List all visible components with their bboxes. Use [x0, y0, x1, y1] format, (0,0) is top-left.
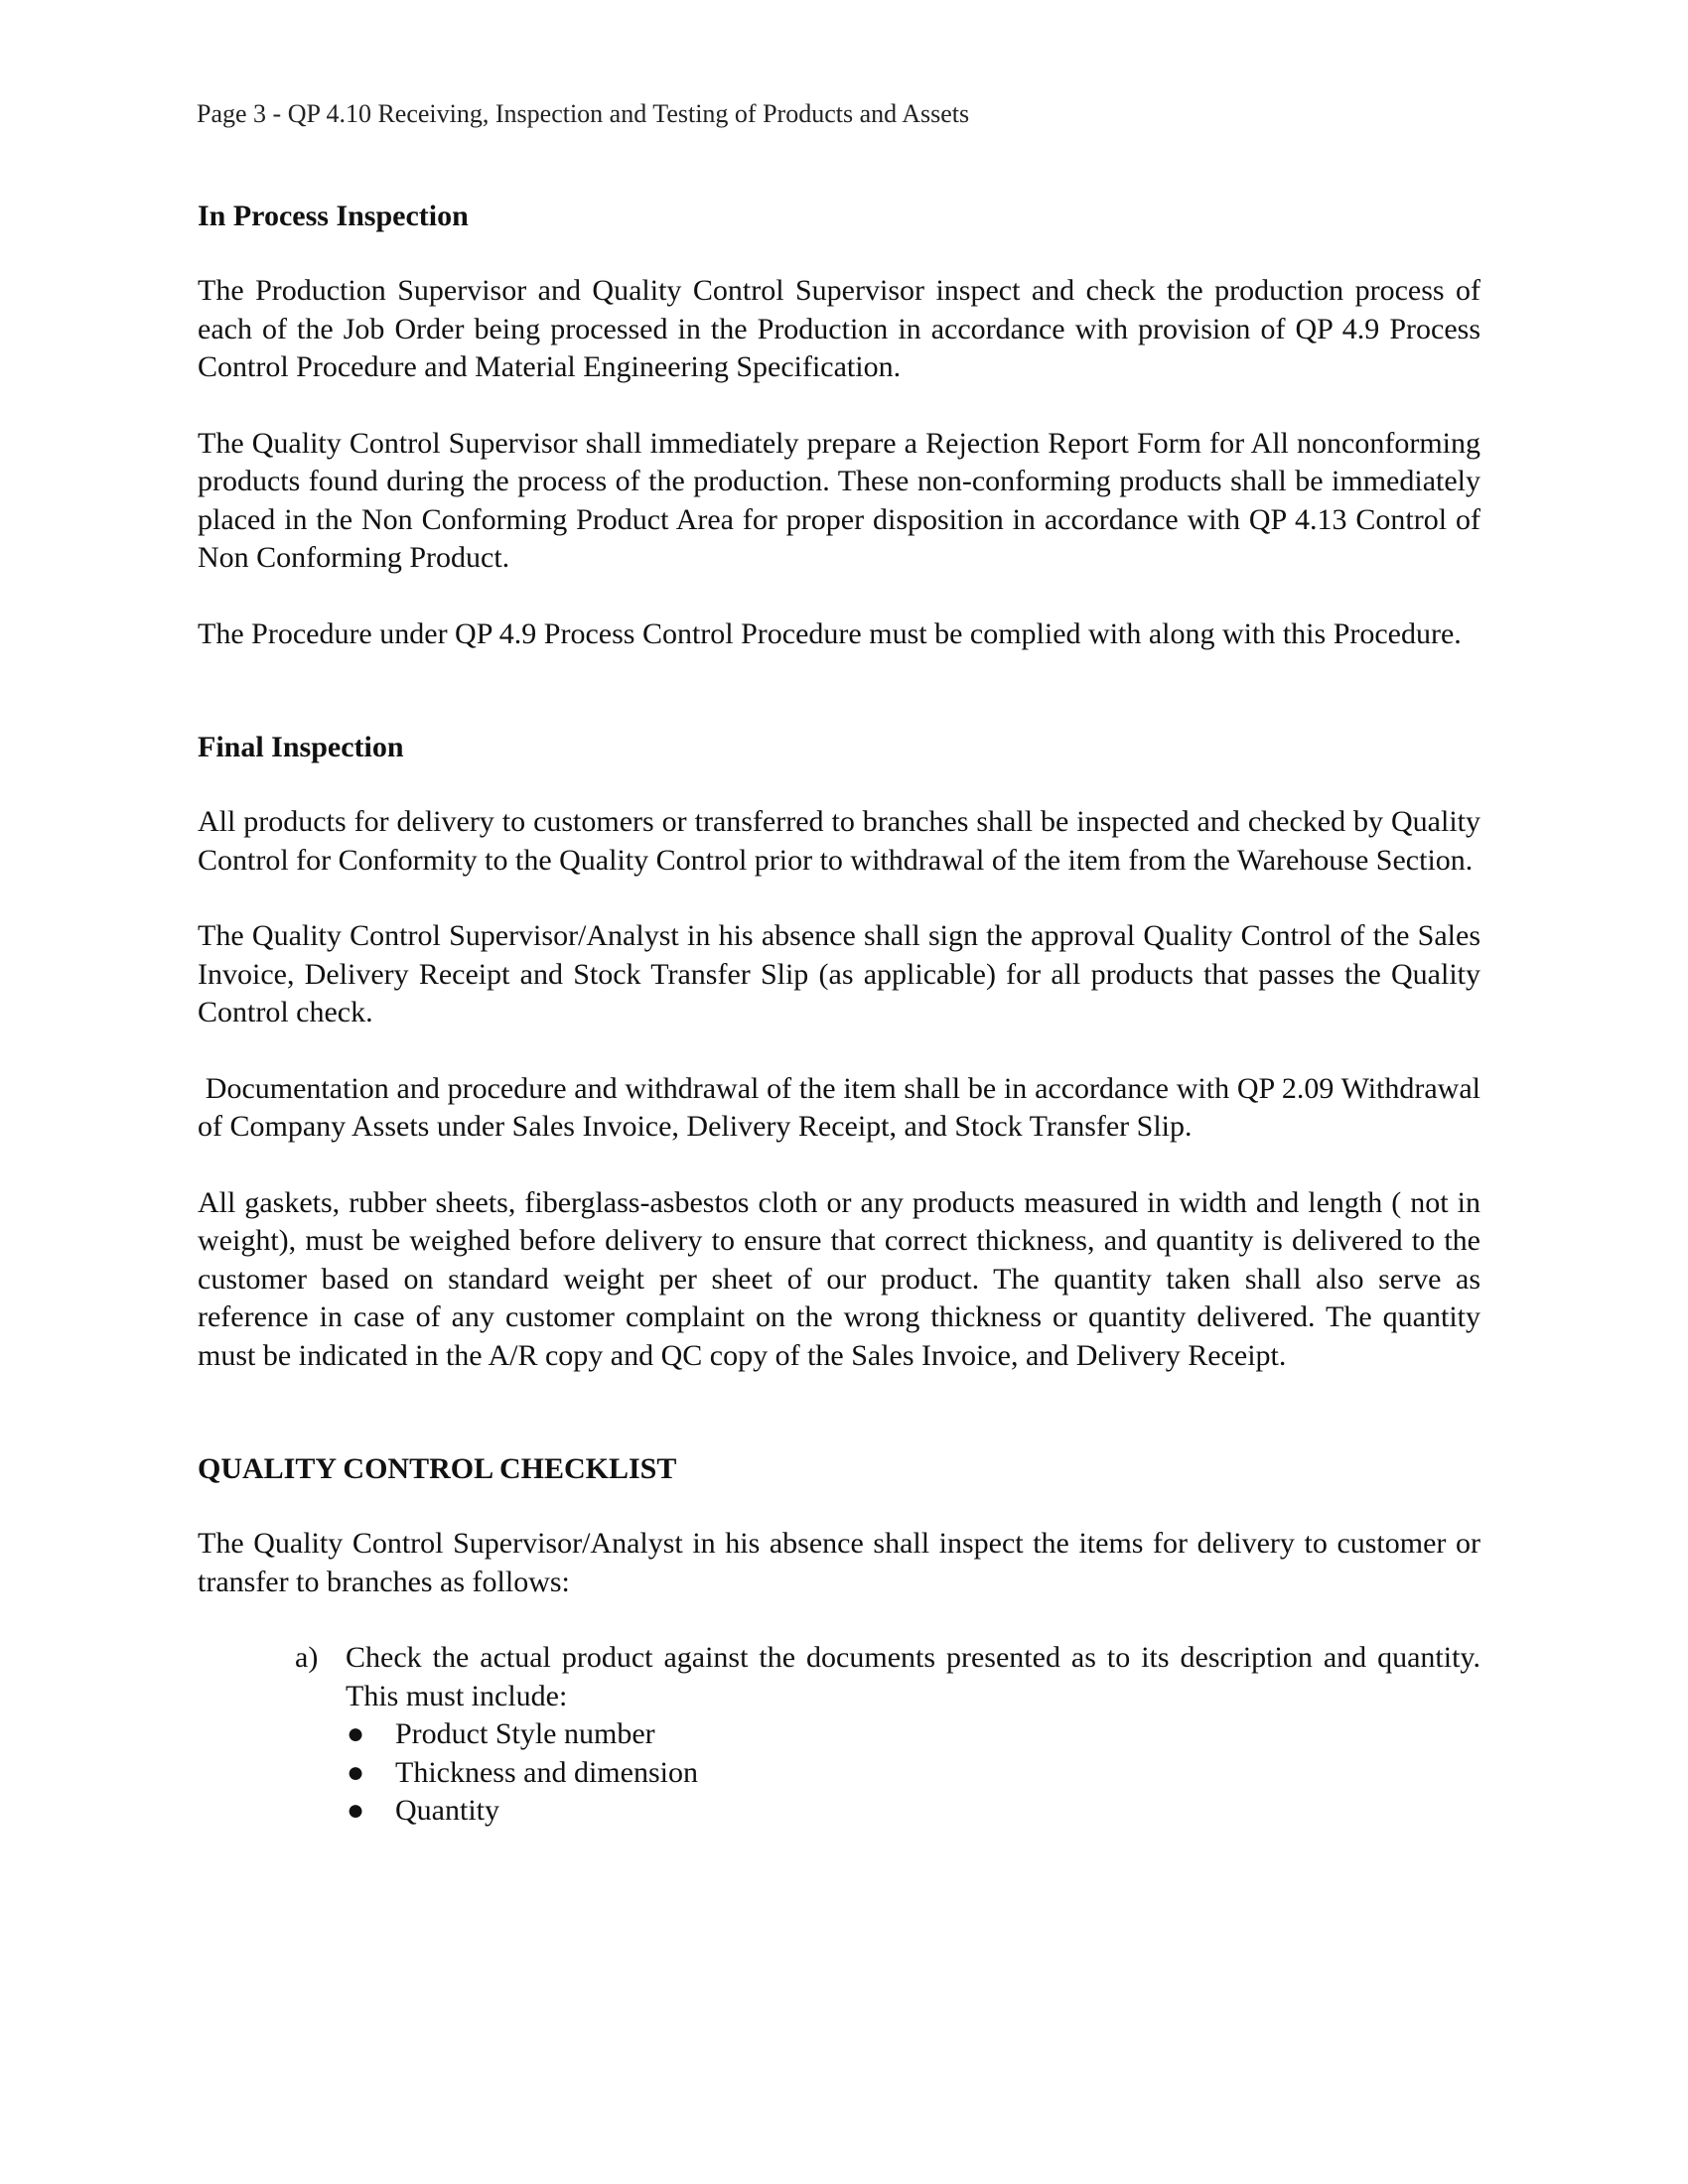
list-item: ● Quantity [346, 1792, 1480, 1831]
list-item-text: Check the actual product against the documents presented as to its description and quantity. This must include: [346, 1641, 1480, 1712]
paragraph: The Production Supervisor and Quality Control Supervisor inspect and check the production process of each of the Job Order being processed in the Production in accordance with provision of QP 4.9 Process Control Procedure and Material Engineering Specification. [198, 274, 1480, 383]
section-in-process-inspection [198, 198, 1480, 653]
section-heading: QUALITY CONTROL CHECKLIST [198, 1452, 677, 1485]
section-heading: In Process Inspection [198, 200, 469, 232]
bullet-list [346, 1715, 1480, 1831]
list-item: ● Thickness and dimension [346, 1754, 1480, 1793]
section-final-inspection [198, 729, 1488, 1375]
section-heading: Final Inspection [198, 731, 404, 763]
bullet-icon: ● [347, 1755, 365, 1789]
page-header: Page 3 - QP 4.10 Receiving, Inspection and Testing of Products and Assets [197, 99, 970, 128]
paragraph: All gaskets, rubber sheets, fiberglass-asbestos cloth or any products measured in width and length ( not in weight), must be weighed before delivery to ensure that correct thickness, and quantity is delivered to the customer based on standard weight per sheet of our product. The quantity taken shall also serve as reference in case of any customer complaint on the wrong thickness or quantity delivered. The quantity must be indicated in the A/R copy and QC copy of the Sales Invoice, and Delivery Receipt. [198, 1185, 1480, 1372]
paragraph: The Quality Control Supervisor/Analyst in his absence shall sign the approval Quality Control of the Sales Invoice, Delivery Receipt and Stock Transfer Slip (as applicable) for all products that passes the Quality Control check. [198, 919, 1480, 1028]
paragraph: The Quality Control Supervisor shall immediately prepare a Rejection Report Form for All nonconforming products found during the process of the production. These non-conforming products shall be immediately placed in the Non Conforming Product Area for proper disposition in accordance with QP 4.13 Control of Non Conforming Product. [198, 426, 1480, 574]
checklist-item-a [295, 1639, 1480, 1831]
list-marker: a) [295, 1641, 319, 1674]
bullet-icon: ● [347, 1717, 365, 1750]
paragraph: All products for delivery to customers or transferred to branches shall be inspected and checked by Quality Control for Conformity to the Quality Control prior to withdrawal of the item from the Warehouse Section. [198, 805, 1480, 877]
bullet-icon: ● [347, 1794, 365, 1827]
document-body [198, 198, 1488, 1831]
section-quality-control-checklist [198, 1450, 1480, 1831]
paragraph: Documentation and procedure and withdrawal of the item shall be in accordance with QP 2.09 Withdrawal of Company Assets under Sales Invoice, Delivery Receipt, and Stock Transfer Slip. [198, 1071, 1488, 1143]
paragraph: The Procedure under QP 4.9 Process Control Procedure must be complied with along with this Procedure. [198, 616, 1462, 650]
paragraph: The Quality Control Supervisor/Analyst in his absence shall inspect the items for delivery to customer or transfer to branches as follows: [198, 1527, 1480, 1598]
list-item: ● Product Style number [346, 1715, 1480, 1754]
